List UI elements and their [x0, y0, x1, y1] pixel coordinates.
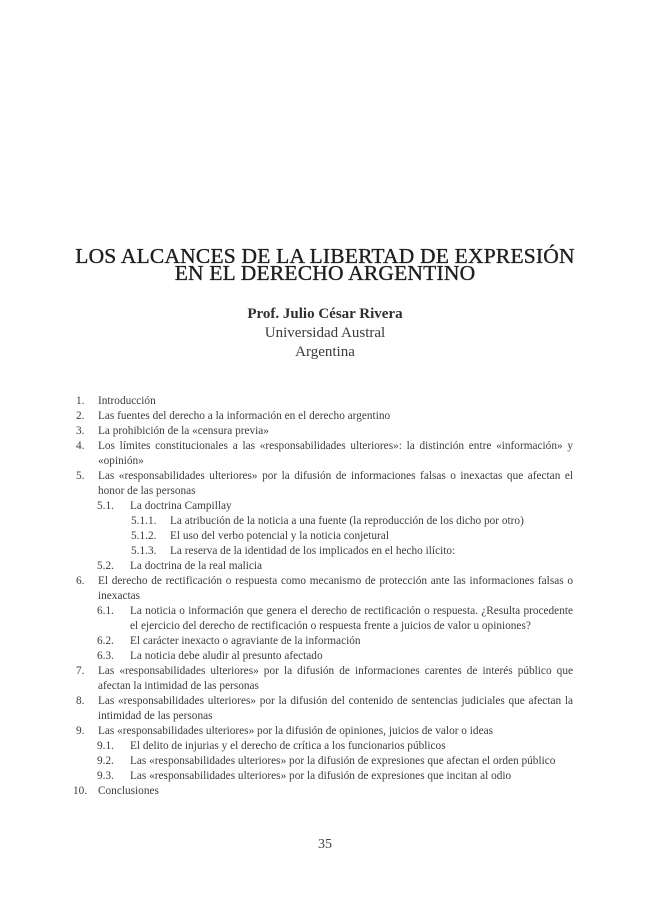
title-line-2: EN EL DERECHO ARGENTINO [174, 261, 476, 285]
toc-item-number: 9. [76, 725, 85, 737]
toc-item-number: 5. [76, 470, 85, 482]
toc-item-text: Las fuentes del derecho a la información en el derecho argentino [98, 410, 391, 422]
toc-item-number: 1. [76, 395, 85, 407]
toc-item-text: El carácter inexacto o agraviante de la información [130, 635, 361, 647]
author-block [0, 305, 650, 362]
toc-item [76, 694, 573, 724]
toc-subitem [76, 649, 573, 664]
toc-item-number: 6.2. [97, 635, 114, 647]
toc-subitem [76, 604, 573, 634]
toc-item-number: 9.3. [97, 770, 114, 782]
author-name: Prof. Julio César Rivera [247, 306, 403, 322]
toc-item-number: 5.1.1. [131, 515, 157, 527]
toc-item-text: La prohibición de la «censura previa» [98, 425, 269, 437]
toc-item-text: Las «responsabilidades ulteriores» por la difusión de expresiones que afectan el orden público [130, 755, 556, 767]
table-of-contents [73, 394, 573, 799]
toc-item-text: Las «responsabilidades ulteriores» por la difusión de opiniones, juicios de valor o ideas [98, 725, 493, 737]
toc-item-number: 5.2. [97, 560, 114, 572]
author-country: Argentina [295, 344, 355, 360]
toc-item-number: 5.1.2. [131, 530, 157, 542]
toc-subitem [76, 739, 573, 754]
toc-item-text: Conclusiones [98, 785, 159, 797]
toc-item [76, 409, 573, 424]
toc-item [76, 394, 573, 409]
toc-item-number: 10. [73, 785, 88, 797]
toc-item-number: 8. [76, 695, 85, 707]
toc-subitem [76, 634, 573, 649]
toc-item-text: El delito de injurias y el derecho de crítica a los funcionarios públicos [130, 740, 446, 752]
toc-item-number: 6.1. [97, 605, 114, 617]
toc-item-text: Las «responsabilidades ulteriores» por la difusión del contenido de sentencias judiciales que afectan la intimidad de las personas [98, 695, 573, 722]
toc-item [73, 784, 573, 799]
toc-item-number: 6. [76, 575, 85, 587]
toc-subitem [76, 559, 573, 574]
toc-item-text: La doctrina Campillay [130, 500, 232, 512]
toc-item-number: 5.1.3. [131, 545, 157, 557]
toc-item-number: 9.2. [97, 755, 114, 767]
author-institution: Universidad Austral [264, 325, 386, 341]
toc-item-number: 3. [76, 425, 85, 437]
toc-item [76, 574, 573, 604]
document-title [0, 244, 650, 285]
toc-item-text: La reserva de la identidad de los implicados en el hecho ilícito: [170, 545, 456, 557]
toc-item-text: Los límites constitucionales a las «responsabilidades ulteriores»: la distinción entre «información» y «opinión» [98, 440, 573, 467]
toc-item-number: 5.1. [97, 500, 114, 512]
toc-item-text: La noticia o información que genera el derecho de rectificación o respuesta. ¿Resulta procedente el ejercicio del derecho de rectificación o respuesta frente a juicios de valor u opiniones? [130, 605, 573, 632]
page-number: 35 [318, 837, 332, 852]
toc-item-text: La doctrina de la real malicia [130, 560, 263, 572]
toc-item-text: Las «responsabilidades ulteriores» por la difusión de expresiones que incitan al odio [130, 770, 512, 782]
toc-item-number: 6.3. [97, 650, 114, 662]
toc-item-text: Introducción [98, 395, 156, 407]
toc-item-number: 7. [76, 665, 85, 677]
toc-subitem [76, 769, 573, 784]
toc-item [76, 469, 573, 499]
toc-item-text: La atribución de la noticia a una fuente (la reproducción de los dicho por otro) [170, 515, 524, 527]
toc-subitem [76, 754, 573, 769]
toc-item-text: Las «responsabilidades ulteriores» por la difusión de informaciones falsas o inexactas que afectan el honor de las personas [98, 470, 573, 497]
title-line-1: LOS ALCANCES DE LA LIBERTAD DE EXPRESIÓN [75, 244, 575, 268]
toc-item-number: 4. [76, 440, 85, 452]
toc-item [76, 664, 573, 694]
toc-item-text: El uso del verbo potencial y la noticia conjetural [170, 530, 389, 542]
toc-item-text: Las «responsabilidades ulteriores» por la difusión de informaciones carentes de interés público que afectan la intimidad de las personas [98, 665, 573, 692]
toc-subitem [76, 499, 573, 514]
toc-subsubitem [76, 544, 573, 559]
toc-subsubitem [76, 529, 573, 544]
toc-subsubitem [76, 514, 573, 529]
toc-item [76, 724, 573, 739]
toc-item [76, 439, 573, 469]
toc-item-text: La noticia debe aludir al presunto afectado [130, 650, 323, 662]
toc-item-number: 9.1. [97, 740, 114, 752]
toc-item [76, 424, 573, 439]
toc-item-text: El derecho de rectificación o respuesta como mecanismo de protección ante las informaciones falsas o inexactas [98, 575, 573, 602]
toc-item-number: 2. [76, 410, 85, 422]
